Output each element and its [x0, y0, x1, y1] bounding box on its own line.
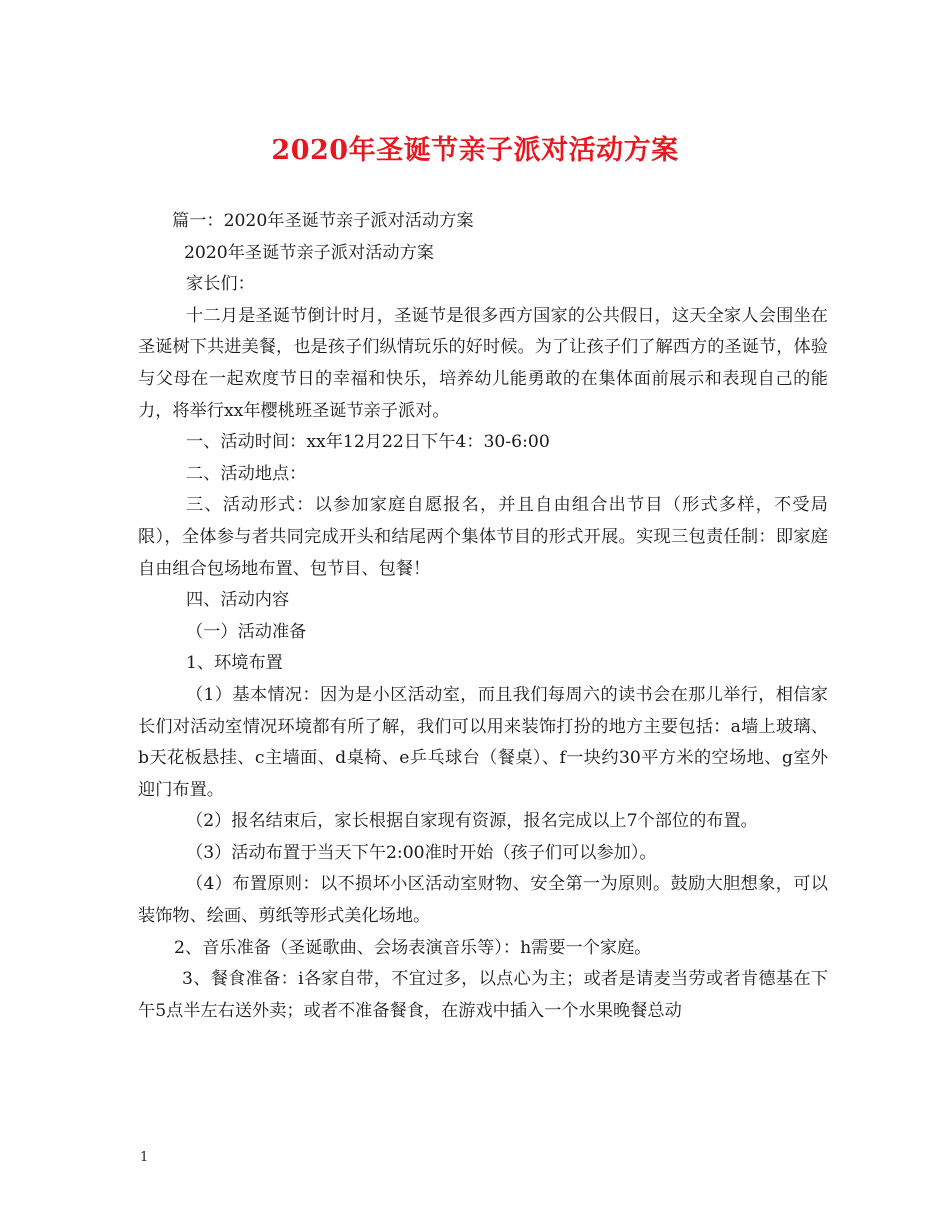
paragraph: 2、音乐准备（圣诞歌曲、会场表演音乐等）：h需要一个家庭。: [174, 937, 652, 958]
paragraph: 家长们：: [186, 274, 255, 295]
paragraph: 十二月是圣诞节倒计时月，圣诞节是很多西方国家的公共假日，这天全家人会围坐在圣诞树下共进美餐，也是孩子们纵情玩乐的好时候。为了让孩子们了解西方的圣诞节，体验与父母在一起欢度节日的幸福和快乐，培养幼儿能勇敢的在集体面前展示和表现自己的能力，将举行xx年樱桃班圣诞节亲子派对。: [138, 305, 828, 421]
paragraph: 四、活动内容: [186, 590, 290, 611]
paragraph: 2020年圣诞节亲子派对活动方案: [184, 242, 434, 263]
paragraph: （2）报名结束后，家长根据自家现有资源，报名完成以上7个部位的布置。: [186, 811, 758, 832]
paragraph: 3、餐食准备：i各家自带，不宜过多，以点心为主；或者是请麦当劳或者肯德基在下午5点半左右送外卖；或者不准备餐食，在游戏中插入一个水果晚餐总动: [138, 969, 828, 1021]
paragraph: 二、活动地点：: [186, 463, 307, 484]
paragraph: （3）活动布置于当天下午2:00准时开始（孩子们可以参加）。: [186, 842, 657, 863]
paragraph: 篇一：2020年圣诞节亲子派对活动方案: [172, 211, 474, 231]
paragraph: （一）活动准备: [186, 621, 307, 642]
paragraph: 1、环境布置: [186, 653, 283, 674]
paragraph: （1）基本情况：因为是小区活动室，而且我们每周六的读书会在那儿举行，相信家长们对活动室情况环境都有所了解，我们可以用来装饰打扮的地方主要包括：a墙上玻璃、b天花板悬挂、c主墙面、d桌椅、e乒乓球台（餐桌）、f一块约30平方米的空场地、g室外迎门布置。: [138, 684, 828, 800]
document-body: [138, 206, 828, 1027]
paragraph: （4）布置原则：以不损坏小区活动室财物、安全第一为原则。鼓励大胆想象，可以装饰物、绘画、剪纸等形式美化场地。: [138, 874, 828, 927]
document-title: 2020年圣诞节亲子派对活动方案: [271, 135, 679, 166]
page-number: 1: [140, 1150, 149, 1165]
paragraph: 一、活动时间：xx年12月22日下午4：30-6:00: [186, 432, 550, 453]
paragraph: 三、活动形式：以参加家庭自愿报名，并且自由组合出节目（形式多样，不受局限），全体参与者共同完成开头和结尾两个集体节目的形式开展。实现三包责任制：即家庭自由组合包场地布置、包节目、包餐！: [138, 495, 828, 579]
